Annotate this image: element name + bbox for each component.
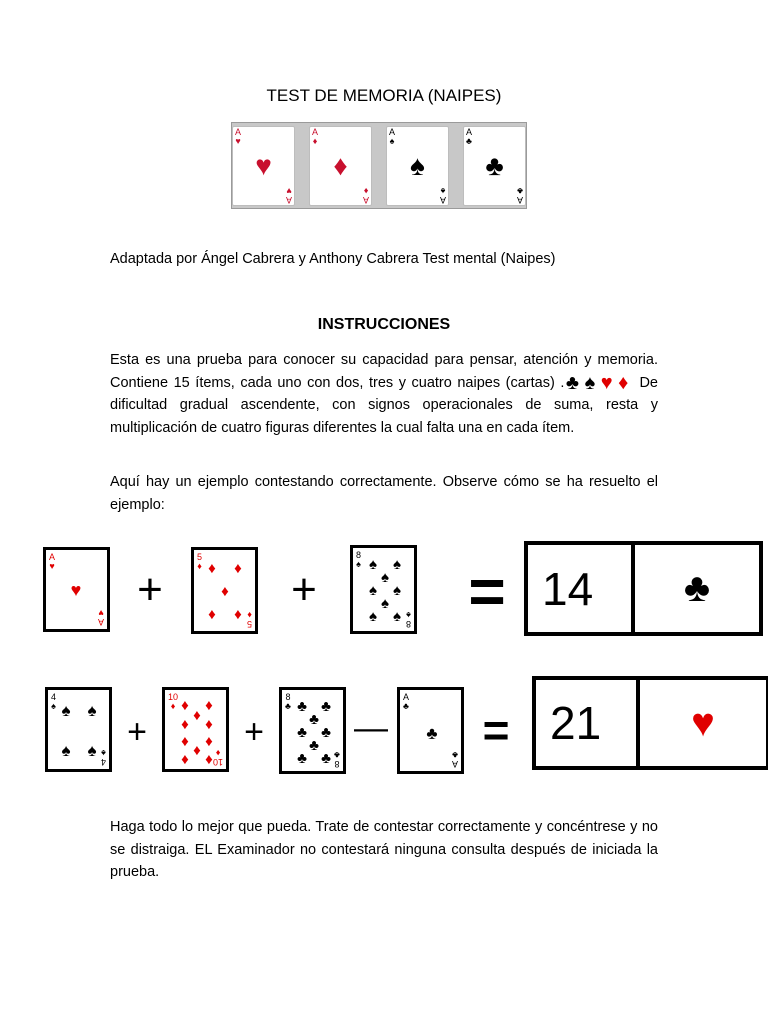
diamond-icon: ♦ <box>181 733 189 750</box>
heart-icon: ♥ <box>286 186 292 196</box>
example1-card-ace-hearts <box>43 547 110 632</box>
spade-icon: ♠ <box>369 608 377 625</box>
plus-operator: + <box>137 565 163 614</box>
diamond-icon: ♦ <box>181 697 189 714</box>
answer-number: 21 <box>536 680 640 766</box>
card-rank: A <box>97 617 104 627</box>
example2-answer-box <box>532 676 768 770</box>
header-card-ace-diamonds <box>309 126 372 206</box>
example2-card-four-spades <box>45 687 112 772</box>
card-rank: A <box>49 552 56 562</box>
club-icon: ♣ <box>485 150 504 181</box>
heart-icon: ♥ <box>70 580 82 600</box>
card-rank: A <box>516 195 523 205</box>
spade-icon: ♠ <box>61 701 71 720</box>
spade-icon: ♠ <box>393 608 401 625</box>
diamond-icon: ♦ <box>221 583 229 600</box>
card-rank: A <box>362 195 369 205</box>
minus-operator: — <box>354 709 388 747</box>
diamond-icon: ♦ <box>333 150 348 181</box>
card-rank: 10 <box>212 757 223 767</box>
plus-operator: + <box>244 713 264 751</box>
example1-answer-box <box>524 541 763 636</box>
club-icon: ♣ <box>297 698 307 715</box>
header-cards-strip <box>231 122 527 209</box>
club-icon: ♣ <box>321 750 331 767</box>
spade-icon: ♠ <box>584 371 601 394</box>
diamond-icon: ♦ <box>234 606 242 623</box>
card-rank: 5 <box>197 552 203 562</box>
club-icon: ♣ <box>517 186 523 196</box>
club-icon: ♣ <box>297 724 307 741</box>
card-rank: A <box>403 692 410 702</box>
spade-icon: ♠ <box>381 595 389 612</box>
card-rank: 8 <box>356 550 362 560</box>
heart-icon: ♥ <box>235 136 241 146</box>
plus-operator: + <box>291 565 317 614</box>
spade-icon: ♠ <box>440 186 446 196</box>
answer-number: 14 <box>528 545 635 632</box>
spade-icon: ♠ <box>61 741 71 760</box>
diamond-icon: ♦ <box>170 701 176 711</box>
club-icon: ♣ <box>297 750 307 767</box>
club-icon: ♣ <box>309 737 319 754</box>
card-rank: 4 <box>51 692 57 702</box>
heart-icon: ♥ <box>255 150 272 181</box>
diamond-icon: ♦ <box>205 733 213 750</box>
diamond-icon: ♦ <box>208 560 216 577</box>
diamond-icon: ♦ <box>193 707 201 724</box>
spade-icon: ♠ <box>51 701 56 711</box>
header-card-ace-hearts <box>232 126 295 206</box>
card-rank: A <box>312 127 319 137</box>
heart-icon: ♥ <box>49 561 55 571</box>
paragraph-text: Esta es una prueba para conocer su capacidad para pensar, atención y memoria. Contiene 15 ítems, cada uno con dos, tres y cuatro naipes (cartas) . <box>110 352 658 391</box>
diamond-icon: ♦ <box>208 606 216 623</box>
spade-icon: ♠ <box>410 150 425 181</box>
diamond-icon: ♦ <box>215 748 221 758</box>
example1-card-five-diamonds <box>191 547 258 634</box>
club-icon: ♣ <box>466 136 472 146</box>
club-icon: ♣ <box>309 711 319 728</box>
example1-card-eight-spades <box>350 545 417 634</box>
spade-icon: ♠ <box>406 610 411 620</box>
diamond-icon: ♦ <box>205 716 213 733</box>
club-icon: ♣ <box>403 701 409 711</box>
card-rank: A <box>439 195 446 205</box>
diamond-icon: ♦ <box>234 560 242 577</box>
spade-icon: ♠ <box>393 556 401 573</box>
club-icon: ♣ <box>426 724 438 743</box>
spade-icon: ♠ <box>381 569 389 586</box>
card-rank: 8 <box>285 692 291 702</box>
diamond-icon: ♦ <box>205 751 213 768</box>
header-card-ace-spades <box>386 126 449 206</box>
diamond-icon: ♦ <box>618 371 634 394</box>
credit-line: Adaptada por Ángel Cabrera y Anthony Cabrera Test mental (Naipes) <box>110 251 556 267</box>
diamond-icon: ♦ <box>363 186 369 196</box>
example2-card-ten-diamonds <box>162 687 229 772</box>
diamond-icon: ♦ <box>312 136 318 146</box>
club-icon: ♣ <box>452 750 458 760</box>
diamond-icon: ♦ <box>205 697 213 714</box>
spade-icon: ♠ <box>87 701 97 720</box>
card-rank: A <box>466 127 473 137</box>
plus-operator: + <box>127 713 147 751</box>
club-icon: ♣ <box>321 698 331 715</box>
card-rank: 5 <box>246 619 252 629</box>
club-icon: ♣ <box>564 371 585 394</box>
card-rank: 4 <box>100 757 106 767</box>
card-rank: 10 <box>168 692 179 702</box>
diamond-icon: ♦ <box>197 561 202 571</box>
instructions-heading: INSTRUCCIONES <box>317 316 451 333</box>
spade-icon: ♠ <box>369 556 377 573</box>
card-rank: A <box>451 759 458 769</box>
card-rank: A <box>285 195 292 205</box>
spade-icon: ♠ <box>389 136 395 146</box>
club-icon: ♣ <box>285 701 291 711</box>
diamond-icon: ♦ <box>181 751 189 768</box>
instructions-paragraph-3: Haga todo lo mejor que pueda. Trate de contestar correctamente y concéntrese y no se distraiga. EL Examinador no contestará ninguna consulta después de iniciada la prueba. <box>110 819 658 880</box>
instructions-paragraph-1 <box>110 349 658 439</box>
spade-icon: ♠ <box>369 582 377 599</box>
spade-icon: ♠ <box>393 582 401 599</box>
club-icon: ♣ <box>334 750 340 760</box>
spade-icon: ♠ <box>87 741 97 760</box>
club-icon: ♣ <box>321 724 331 741</box>
diamond-icon: ♦ <box>247 610 252 620</box>
card-rank: A <box>235 127 242 137</box>
example2-card-ace-clubs <box>397 687 464 774</box>
diamond-icon: ♦ <box>193 742 201 759</box>
instructions-paragraph-2: Aquí hay un ejemplo contestando correctamente. Observe cómo se ha resuelto el ejemplo: <box>110 474 658 513</box>
page-title: TEST DE MEMORIA (NAIPES) <box>266 86 502 105</box>
spade-icon: ♠ <box>101 748 106 758</box>
header-card-ace-clubs <box>463 126 526 206</box>
spade-icon: ♠ <box>356 559 361 569</box>
card-rank: 8 <box>405 619 411 629</box>
paragraph-text: De dificultad gradual ascendente, con signos operacionales de suma, resta y multiplicación de cuatro figuras diferentes la cual falta una en cada ítem. <box>110 374 658 436</box>
heart-icon: ♥ <box>600 371 619 394</box>
equals-operator: = <box>468 555 506 627</box>
example2-card-eight-clubs <box>279 687 346 774</box>
club-icon: ♣ <box>683 566 711 610</box>
diamond-icon: ♦ <box>181 716 189 733</box>
card-rank: A <box>389 127 396 137</box>
heart-icon: ♥ <box>691 700 715 745</box>
equals-operator: = <box>482 704 510 756</box>
card-rank: 8 <box>334 759 340 769</box>
heart-icon: ♥ <box>98 608 104 618</box>
